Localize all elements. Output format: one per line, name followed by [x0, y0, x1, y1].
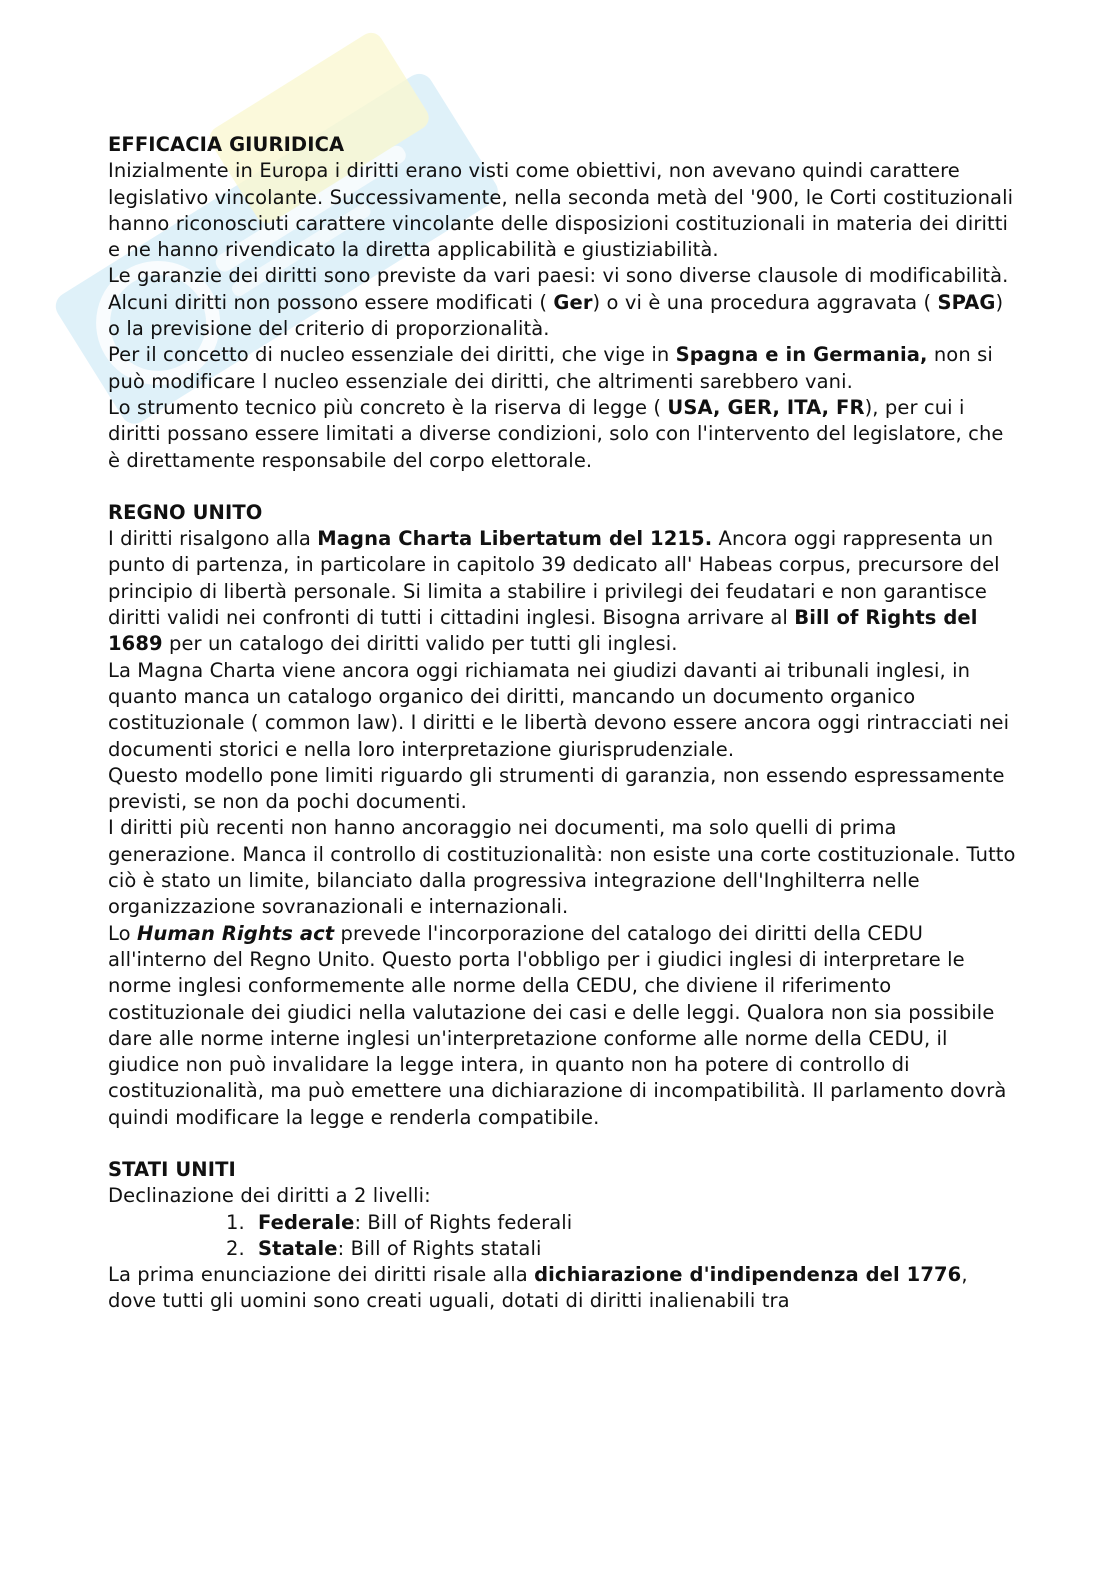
document-body [108, 132, 1018, 1315]
section-title-stati-uniti: STATI UNITI [108, 1157, 236, 1181]
paragraph: I diritti più recenti non hanno ancoraggio nei documenti, ma solo quelli di prima generazione. Manca il controllo di costituzionalità: non esiste una corte costituzionale. Tutto ciò è stato un limite, bilanciato dalla progressiva integrazione dell'Inghilterra nelle organizzazione sovranazionali e internazionali. [108, 816, 1016, 919]
section-title-regno-unito: REGNO UNITO [108, 500, 263, 524]
section-title-efficacia: EFFICACIA GIURIDICA [108, 133, 345, 156]
paragraph: Inizialmente in Europa i diritti erano visti come obiettivi, non avevano quindi carattere legislativo vincolante. Successivamente, nella seconda metà del '900, le Corti costituzionali hanno riconosciuti carattere vincolante delle disposizioni costituzionali in materia dei diritti e ne hanno rivendicato la diretta applicabilità e giustiziabilità. [108, 159, 1014, 262]
paragraph: Lo strumento tecnico più concreto è la riserva di legge ( USA, GER, ITA, FR), per cui i diritti possano essere limitati a diverse condizioni, solo con l'intervento del legislatore, che è direttamente responsabile del corpo elettorale. [108, 395, 1004, 472]
paragraph: Le garanzie dei diritti sono previste da vari paesi: vi sono diverse clausole di modificabilità. Alcuni diritti non possono essere modificati ( Ger) o vi è una procedura aggravata ( SPAG) o la previsione del criterio di proporzionalità. [108, 264, 1009, 341]
paragraph: I diritti risalgono alla Magna Charta Libertatum del 1215. Ancora oggi rappresenta un punto di partenza, in particolare in capitolo 39 dedicato all' Habeas corpus, precursore del principio di libertà personale. Si limita a stabilire i privilegi dei feudatari e non garantisce diritti validi nei confronti di tutti i cittadini inglesi. Bisogna arrivare al Bill of Rights del 1689 per un catalogo dei diritti valido per tutti gli inglesi. [108, 527, 1000, 656]
paragraph: Per il concetto di nucleo essenziale dei diritti, che vige in Spagna e in Germania, non si può modificare l nucleo essenziale dei diritti, che altrimenti sarebbero vani. [108, 343, 993, 393]
list-item: 2. Statale: Bill of Rights statali [226, 1236, 542, 1260]
paragraph: La prima enunciazione dei diritti risale alla dichiarazione d'indipendenza del 1776, dove tutti gli uomini sono creati uguali, dotati di diritti inalienabili tra [108, 1263, 968, 1313]
list-item: 1. Federale: Bill of Rights federali [226, 1210, 573, 1234]
paragraph: Lo Human Rights act prevede l'incorporazione del catalogo dei diritti della CEDU all'interno del Regno Unito. Questo porta l'obbligo per i giudici inglesi di interpretare le norme inglesi conformemente alle norme della CEDU, che diviene il riferimento costituzionale dei giudici nella valutazione dei casi e delle leggi. Qualora non sia possibile dare alle norme interne inglesi un'interpretazione conforme alle norme della CEDU, il giudice non può invalidare la legge intera, in quanto non ha potere di controllo di costituzionalità, ma può emettere una dichiarazione di incompatibilità. Il parlamento dovrà quindi modificare la legge e renderla compatibile. [108, 921, 1007, 1129]
numbered-list [108, 1210, 1018, 1263]
paragraph: Declinazione dei diritti a 2 livelli: [108, 1184, 431, 1208]
paragraph: Questo modello pone limiti riguardo gli strumenti di garanzia, non essendo espressamente previsti, se non da pochi documenti. [108, 763, 1005, 814]
paragraph: La Magna Charta viene ancora oggi richiamata nei giudizi davanti ai tribunali inglesi, in quanto manca un catalogo organico dei diritti, mancando un documento organico costituzionale ( common law). I diritti e le libertà devono essere ancora oggi rintracciati nei documenti storici e nella loro interpretazione giurisprudenziale. [108, 658, 1010, 761]
